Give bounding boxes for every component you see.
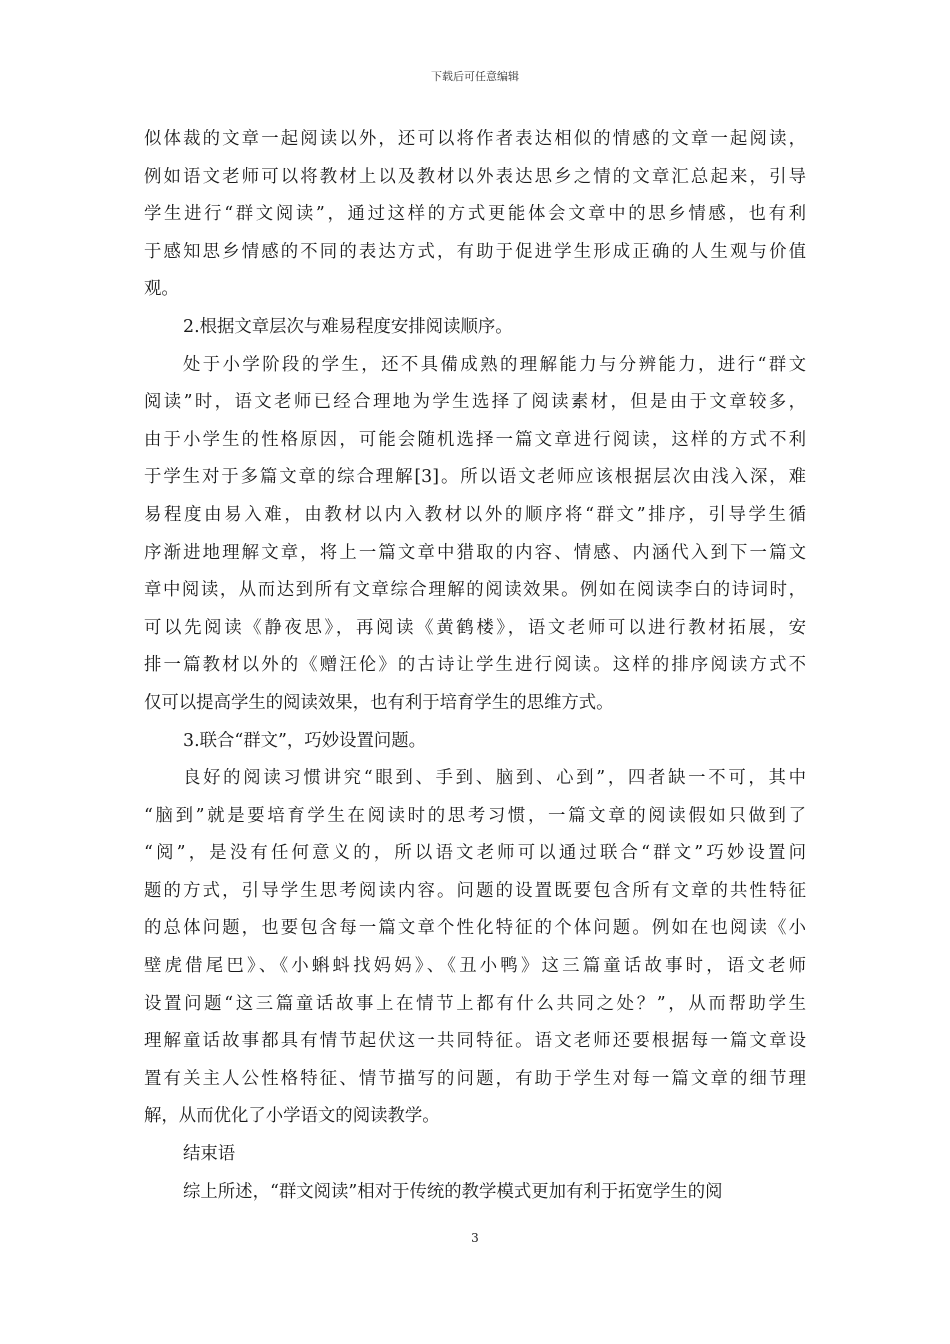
- section-heading: [144, 309, 806, 347]
- page-number: 3: [471, 1231, 479, 1245]
- paragraph: [144, 121, 806, 309]
- text-line: 处于小学阶段的学生，还不具備成熟的理解能力与分辨能力，进行“群文: [183, 354, 806, 375]
- paragraph: [144, 347, 806, 723]
- text-line: 壁虎借尾巴》、《小蝌蚪找妈妈》、《丑小鸭》这三篇童话故事时，语文老师: [144, 956, 806, 977]
- text-line: 序渐进地理解文章，将上一篇文章中猎取的内容、情感、内涵代入到下一篇文: [144, 542, 806, 563]
- text-line: 理解童话故事都具有情节起伏这一共同特征。语文老师还要根据每一篇文章设: [144, 1031, 806, 1052]
- text-line: 3.联合“群文”，巧妙设置问题。: [183, 730, 427, 751]
- document-body: [144, 121, 806, 1211]
- text-line: 的总体问题，也要包含每一篇文章个性化特征的个体问题。例如在也阅读《小: [144, 918, 806, 939]
- text-line: 解，从而优化了小学语文的阅读教学。: [144, 1106, 440, 1127]
- text-line: 学生进行“群文阅读”，通过这样的方式更能体会文章中的思乡情感，也有利: [144, 204, 806, 225]
- paragraph: [144, 1174, 806, 1212]
- text-line: 仅可以提高学生的阅读效果，也有利于培育学生的思维方式。: [144, 692, 614, 713]
- text-line: 2.根据文章层次与难易程度安排阅读顺序。: [183, 316, 513, 337]
- text-line: 可以先阅读《静夜思》，再阅读《黄鹤楼》，语文老师可以进行教材拓展，安: [144, 617, 806, 638]
- text-line: “脑到”就是要培育学生在阅读时的思考习惯，一篇文章的阅读假如只做到了: [144, 805, 806, 826]
- section-heading: [144, 723, 806, 761]
- text-line: “阅”，是没有任何意义的，所以语文老师可以通过联合“群文”巧妙设置问: [144, 843, 806, 864]
- text-line: 综上所述，“群文阅读”相对于传统的教学模式更加有利于拓宽学生的阅: [183, 1181, 723, 1202]
- text-line: 似体裁的文章一起阅读以外，还可以将作者表达相似的情感的文章一起阅读，: [144, 129, 806, 149]
- text-line: 设置问题“这三篇童话故事上在情节上都有什么共同之处？”，从而帮助学生: [144, 993, 806, 1014]
- text-line: 由于小学生的性格原因，可能会随机选择一篇文章进行阅读，这样的方式不利: [144, 429, 806, 450]
- paragraph: [144, 760, 806, 1136]
- text-line: 易程度由易入难，由教材以内入教材以外的顺序将“群文”排序，引导学生循: [144, 504, 806, 525]
- page-header: 下载后可任意编辑: [431, 70, 519, 83]
- text-line: 置有关主人公性格特征、情节描写的问题，有助于学生对每一篇文章的细节理: [144, 1068, 806, 1089]
- text-line: 观。: [144, 279, 179, 300]
- text-line: 题的方式，引导学生思考阅读内容。问题的设置既要包含所有文章的共性特征: [144, 880, 806, 901]
- text-line: 良好的阅读习惯讲究“眼到、手到、脑到、心到”，四者缺一不可，其中: [183, 768, 806, 789]
- text-line: 例如语文老师可以将教材上以及教材以外表达思乡之情的文章汇总起来，引导: [144, 166, 806, 187]
- text-line: 阅读”时，语文老师已经合理地为学生选择了阅读素材，但是由于文章较多，: [144, 392, 806, 413]
- text-line: 排一篇教材以外的《赠汪伦》的古诗让学生进行阅读。这样的排序阅读方式不: [144, 655, 806, 676]
- text-line: 于学生对于多篇文章的综合理解[3]。所以语文老师应该根据层次由浅入深，难: [144, 467, 806, 488]
- section-heading: [144, 1136, 806, 1174]
- text-line: 结束语: [183, 1144, 236, 1165]
- text-line: 章中阅读，从而达到所有文章综合理解的阅读效果。例如在阅读李白的诗词时，: [144, 580, 806, 601]
- text-line: 于感知思乡情感的不同的表达方式，有助于促进学生形成正确的人生观与价值: [144, 241, 806, 262]
